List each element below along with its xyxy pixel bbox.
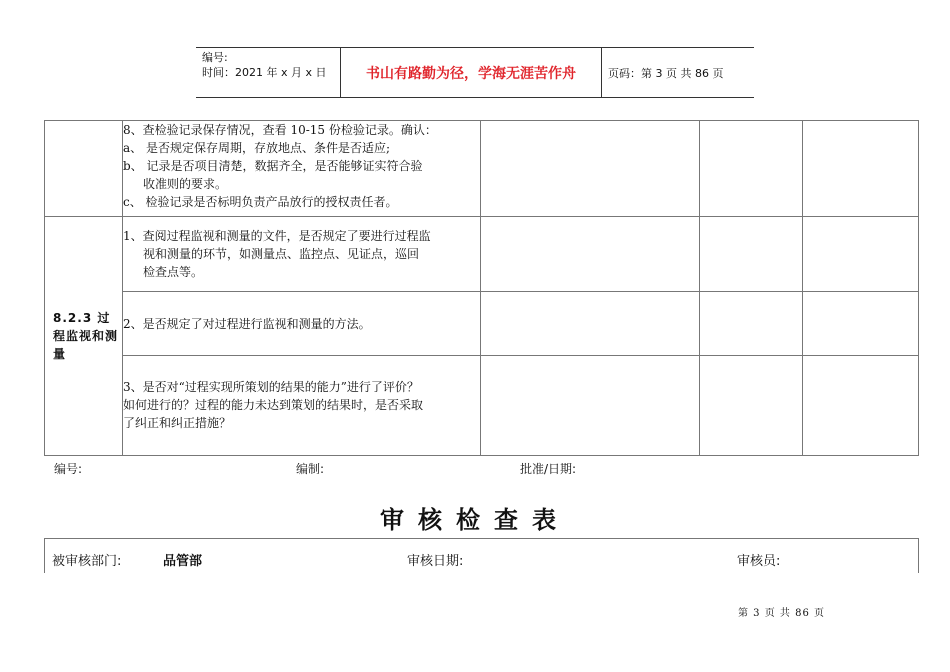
question-line: 了纠正和纠正措施？ bbox=[123, 416, 232, 430]
page-number: 第 3 页 共 86 页 bbox=[738, 608, 825, 619]
clause-cell-8-2-3: 8.2.3 过程监视和测量 bbox=[45, 217, 123, 456]
clause-cell-empty bbox=[45, 121, 123, 217]
dept-value: 品管部 bbox=[163, 554, 203, 569]
header-left bbox=[202, 50, 327, 80]
header-number-label: 编号: bbox=[202, 51, 228, 64]
question-cell-3 bbox=[123, 356, 481, 456]
dept-label: 被审核部门: bbox=[52, 554, 122, 569]
question-line: 如何进行的？过程的能力未达到策划的结果时，是否采取 bbox=[123, 398, 424, 412]
checklist-table bbox=[44, 120, 919, 456]
table-row bbox=[45, 121, 919, 217]
question-cell-2 bbox=[123, 292, 481, 356]
question-line: 3、是否对“过程实现所策划的结果的能力”进行了评价？ bbox=[123, 380, 419, 394]
evidence-cell bbox=[481, 292, 700, 356]
header-time-label: 时间：2021 年 x 月 x 日 bbox=[202, 66, 327, 79]
table-row bbox=[45, 292, 919, 356]
result-cell bbox=[700, 217, 803, 292]
result-cell bbox=[700, 121, 803, 217]
question-line: 2、是否规定了对过程进行监视和测量的方法。 bbox=[123, 316, 371, 331]
evidence-cell bbox=[481, 217, 700, 292]
question-cell-1 bbox=[123, 217, 481, 292]
question-cell-8 bbox=[123, 121, 481, 217]
auditor-label: 审核员: bbox=[737, 554, 781, 569]
remark-cell bbox=[803, 292, 919, 356]
footer-compiled: 编制: bbox=[296, 462, 325, 476]
form-title: 审核检查表 bbox=[380, 505, 570, 534]
table-row bbox=[45, 356, 919, 456]
question-line: 8、查检验记录保存情况，查看 10-15 份检验记录。确认： bbox=[123, 123, 437, 137]
audit-info-row bbox=[44, 538, 919, 573]
header-page-label: 页码：第 3 页 共 86 页 bbox=[608, 67, 724, 80]
question-line: 收准则的要求。 bbox=[143, 177, 228, 191]
evidence-cell bbox=[481, 121, 700, 217]
remark-cell bbox=[803, 121, 919, 217]
table-row bbox=[45, 217, 919, 292]
question-line: b、 记录是否项目清楚，数据齐全，是否能够证实符合验 bbox=[123, 159, 423, 173]
footer-number: 编号: bbox=[54, 462, 83, 476]
remark-cell bbox=[803, 356, 919, 456]
question-line: c、 检验记录是否标明负责产品放行的授权责任者。 bbox=[123, 195, 398, 209]
page-header bbox=[196, 47, 754, 98]
result-cell bbox=[700, 356, 803, 456]
question-line: a、 是否规定保存周期，存放地点、条件是否适应; bbox=[123, 141, 391, 155]
question-line: 1、查阅过程监视和测量的文件，是否规定了要进行过程监 bbox=[123, 229, 431, 243]
question-line: 视和测量的环节，如测量点、监控点、见证点，巡回 bbox=[143, 247, 420, 261]
evidence-cell bbox=[481, 356, 700, 456]
audit-date-label: 审核日期: bbox=[407, 554, 464, 569]
remark-cell bbox=[803, 217, 919, 292]
footer-approved: 批准/日期: bbox=[520, 462, 577, 476]
question-line: 检查点等。 bbox=[143, 265, 204, 279]
result-cell bbox=[700, 292, 803, 356]
header-motto: 书山有路勤为径，学海无涯苦作舟 bbox=[340, 48, 602, 97]
